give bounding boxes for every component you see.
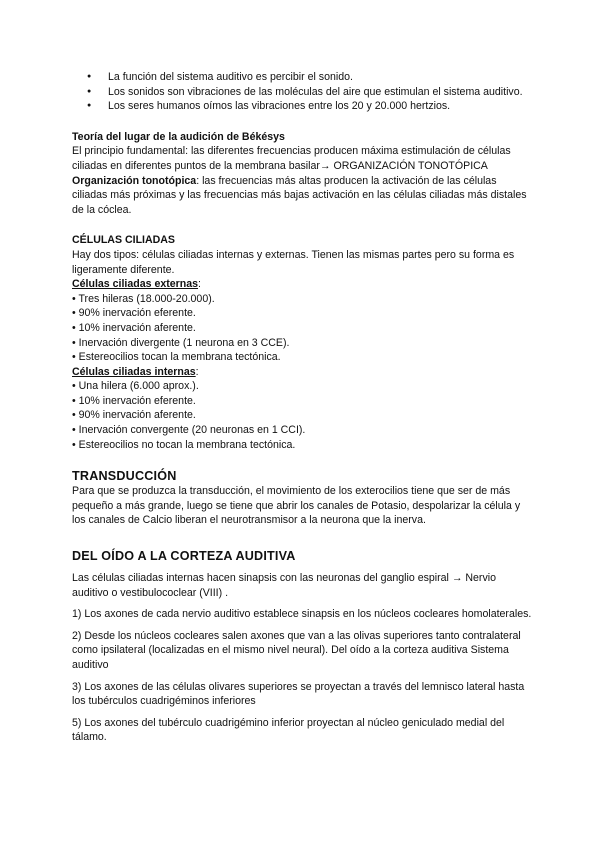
transduccion-text: Para que se produzca la transducción, el movimiento de los exterocilios tiene que ser de más pequeño a más grande, luego se tiene que abrir los canales de Potasio, despolarizar la célula y los canales de Calcio liberan el neurotransmisor a la neurona que la inerva.: [72, 485, 521, 527]
corteza-intro: Las células ciliadas internas hacen sinapsis con las neuronas del ganglio espiral → Nervio auditivo o vestibulococlear (VIII) .: [72, 572, 496, 599]
internas-item: • Estereocilios no tocan la membrana tectónica.: [72, 438, 296, 451]
internas-item: • Inervación convergente (20 neuronas en 1 CCI).: [72, 424, 306, 437]
celulas-heading: CÉLULAS CILIADAS: [72, 234, 175, 247]
corteza-step: 3) Los axones de las células olivares superiores se proyectan a través del lemnisco lateral hasta los tubérculos cuadrigéminos inferiores: [72, 680, 525, 708]
internas-item: • 90% inervación aferente.: [72, 409, 196, 422]
internas-item: • Una hilera (6.000 aprox.).: [72, 380, 199, 393]
externas-label: Células ciliadas externas: [72, 278, 199, 291]
corteza-step: 1) Los axones de cada nervio auditivo establece sinapsis en los núcleos cocleares homolaterales.: [72, 608, 532, 621]
externas-item: • 90% inervación eferente.: [72, 307, 196, 320]
externas-item: • Estereocilios tocan la membrana tectónica.: [72, 351, 281, 364]
externas-item: • Tres hileras (18.000-20.000).: [72, 292, 215, 305]
transduccion-heading: TRANSDUCCIÓN: [72, 469, 177, 484]
document-page: [72, 70, 532, 745]
tonotopic-paragraph: [72, 174, 532, 218]
externas-heading: Células ciliadas externas:: [72, 278, 201, 291]
externas-item: • Inervación divergente (1 neurona en 3 CCE).: [72, 336, 290, 349]
bullet-item: ● La función del sistema auditivo es percibir el sonido.: [72, 70, 532, 85]
intro-bullet-list: [72, 70, 532, 114]
corteza-step: 2) Desde los núcleos cocleares salen axones que van a las olivas superiores tanto contralateral como ipsilateral (localizadas en el mismo nivel neural). Del oído a la corteza auditiva Sistema auditivo: [72, 629, 521, 671]
bekesy-principle: El principio fundamental: las diferentes frecuencias producen máxima estimulación de células ciliadas en diferentes puntos de la membrana basilar→ ORGANIZACIÓN TONOTÓPICA: [72, 145, 511, 172]
corteza-step: 5) Los axones del tubérculo cuadrigémino inferior proyectan al núcleo geniculado medial del tálamo.: [72, 716, 505, 744]
internas-item: • 10% inervación eferente.: [72, 394, 196, 407]
bekesy-heading: Teoría del lugar de la audición de Békésys: [72, 130, 285, 143]
celulas-intro: Hay dos tipos: células ciliadas internas y externas. Tienen las mismas partes pero su forma es ligeramente diferente.: [72, 248, 515, 276]
corteza-heading: DEL OÍDO A LA CORTEZA AUDITIVA: [72, 549, 296, 564]
bullet-item: ● Los seres humanos oímos las vibraciones entre los 20 y 20.000 hertzios.: [72, 99, 532, 114]
internas-label: Células ciliadas internas: [72, 365, 196, 378]
bullet-item: ● Los sonidos son vibraciones de las moléculas del aire que estimulan el sistema auditivo.: [72, 85, 532, 100]
tonotopic-label: Organización tonotópica: [72, 174, 197, 187]
tonotopic-text: : las frecuencias más altas producen la activación de las células ciliadas más próximas y las frecuencias más bajas activación en las células ciliadas más distales de la cóclea.: [72, 174, 527, 216]
externas-item: • 10% inervación aferente.: [72, 321, 196, 334]
internas-heading: Células ciliadas internas:: [72, 365, 199, 378]
